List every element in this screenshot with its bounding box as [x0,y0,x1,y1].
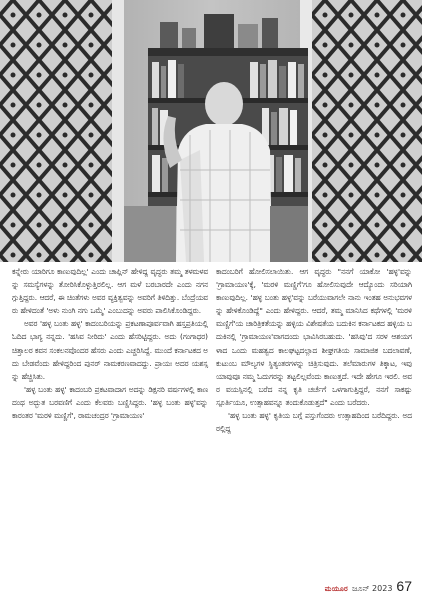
magazine-logo: ಮಯೂರ [324,585,348,593]
paragraph: ಕಾದಂಬರಿಗೆ ಹೋಲಿಸಲಾಯಿತು. ಆಗ ವೃದ್ಧರು "ನನಗೆ ಯಾಕೋ 'ಹಳ್ಳ'ವನ್ನು 'ಗ್ರಾಮಾಯಣ'ಕ್ಕೆ, 'ಮರಳಿ ಮಣ್ಣಿಗೆ'ಗೂ ಹೋಲಿಸುವುದೇ ಆದ್ಯೊಂದು ಸರಿಯಾಗಿ ಕಾಣುವುದಿಲ್ಲ. 'ಹಳ್ಳ ಬಂತು ಹಳ್ಳ'ವನ್ನು ಬರೆಯುವಾಗಲೇ ನಾನು ಇಂತಹ ಅನುಭವಗಳನ್ನು ಹೇಳಿಕೊಂಡಿದ್ದೆ" ಎಂದು ಹೇಳಿದ್ದರು. ಆದರೆ, ತಮ್ಮ ಮಾನಿಸಿದ ಕಥೆಗಳಲ್ಲಿ 'ಮರಳಿ ಮಣ್ಣಿಗೆ'ಯ ಚಾರಿತ್ರಿಕತೆಯನ್ನು ಹಳ್ಳಿಯ ವಿಶೇಷತೆಯ ಬದುಕಿನ ಕರ್ನಾಟಕದ ಹಳ್ಳಿಯ ಬದುಕಿನಲ್ಲಿ 'ಗ್ರಾಮಾಯಣ'ವಾಗದಂದು ಭಾವಿಸಿರಬಹುದು. 'ಹಸಿವು'ದ ಸರಳ ಆಶಯಗಳಾದ ಒಂದು ಮಹತ್ವದ ಕಾಲಘಟ್ಟದಲ್ಲಾದ ಶೀಘ್ರಗತಿಯ ಸಾಮಾಜಿಕ ಬದಲಾವಣೆ, ಕುಟುಂಬ ಮೌಲ್ಯಗಳ ಸ್ಥಿತ್ಯಂತರಗಳನ್ನು ಚಿತ್ರಿಸುವುದು. ತಲೆಮಾರುಗಳ ತಿಕ್ಕಾಟ, ಇವು ಯಾವುವೂ ನಮ್ಮ ಓದುಗರನ್ನು ತಟ್ಟಲಿಲ್ಲವೆಂದು ಕಾಣುತ್ತದೆ. ಇದೇ ಹೇಗೂ ಇರಲಿ. ಅವರ ವಯಸ್ಸಿನಲ್ಲಿ ಬರೆದ ನನ್ನ ಕೃತಿ ಚರ್ಚೆಗೆ ಒಳಗಾಗುತ್ತಿದ್ದರೆ, ನನಗೆ ಸಾಕಷ್ಟು ಸ್ಪೂರ್ತಿಯೂ, ಉತ್ಸಾಹವನ್ನೂ ತಂದುಕೊಡುತ್ತದೆ" ಎಂದು ಬರೆದರು. [216,267,412,407]
article-photo [0,0,422,262]
paragraph: 'ಹಳ್ಳ ಬಂತು ಹಳ್ಳ' ಕೃತಿಯ ಬಗ್ಗೆ ಪಸ್ತುಗೆಂದರು ಉತ್ಸಾಹದಿಂದ ಬರೆದಿದ್ದರು. ಅದರಲ್ಲಿದ್ದ [216,411,412,434]
page-number: 67 [396,578,412,594]
page-footer [325,578,412,594]
paragraph: ಕನ್ನೇರು ಯಾರಿಗೂ ಕಾಣುವುದಿಲ್ಲ' ಎಂದು ಚಾಪ್ಲಿನ್ ಹೇಳಿದ್ದ ವೃದ್ಧರು ತಮ್ಮ ತಳಮಳವನ್ನು ಸಮಸ್ಯೆಗಳನ್ನು ತೋರಿಸಿಕೊಳ್ಳುತ್ತಿರಲಿಲ್ಲ. ಆಗ ಮಳೆ ಬರಬಾರದೇ ಎಂದು ನಗನಗ್ಗುತ್ತಿದ್ದರು. ಆದರೆ, ಈ ಚಿಂತೆಗಳು ಅವರ ವ್ಯಕ್ತಿತ್ವವನ್ನು ಅವರಿಗೆ ತಿಳಿದಿತ್ತು. ಬೆಂದ್ರೆಯವರು ಹೇಳಿದಂತೆ 'ಅಳು ನುಂಗಿ ನಗು ಒಮ್ಮೆ' ಎಂಬುದನ್ನು ಅವರು ಪಾಲಿಸಿಕೊಂಡಿದ್ದರು. [12,267,208,316]
issue-month: ಜೂನ್ 2023 [351,584,393,593]
article-column-right [216,265,412,435]
paragraph: ಅವರ 'ಹಳ್ಳ ಬಂತು ಹಳ್ಳ' ಕಾದಂಬರಿಯನ್ನು ಪ್ರಕಟಣಾಪೂರ್ವವಾಗಿ ಹಸ್ತಪ್ರತಿಯಲ್ಲಿ ಓದಿದ ಭಾಗ್ಯ ನನ್ನದು. 'ಹಸಿವ ನೀರಿದು' ಎಂದು ಹೆಸರಿಟ್ಟಿದ್ದರು. ಅದು (ಗಂಗಾಧರ) ಚಿತ್ತಾಲರ ಕವನ ಸಂಕಲನವೊಂದರ ಹೆಸರು ಎಂದು ಎಚ್ಚರಿಸಿದ್ದೆ. ಮುಂದೆ ಕರ್ನಾಟಕದ ಅದು ಬೇಡವೆಂದು ಹೇಳಿದ್ದರಿಂದ ಪುನರ್ ನಾಮಕರಣವಾದದ್ದು. ಪ್ರಾಯಃ ಅದರ ಯಶಸ್ಸನ್ನು ಹೆಚ್ಚಿಸಿತು. [12,319,208,381]
paragraph: 'ಹಳ್ಳ ಬಂತು ಹಳ್ಳ' ಕಾದಂಬರಿ ಪ್ರಕಟವಾದಾಗ ಅದನ್ನು ಡಿಕ್ಷನರಿ ವರ್ಷಗಳಲ್ಲಿ ಕಾಣದಂಥ ಅದ್ಭುತ ಬರವಣಿಗೆ ಎಂದು ಕೆಲವರು ಬಣ್ಣಿಸಿದ್ದರು. 'ಹಳ್ಳ ಬಂತು ಹಳ್ಳ'ವನ್ನು ಕಾರಂತರ 'ಮರಳಿ ಮಣ್ಣಿಗೆ', ರಾಮಚಂದ್ರರ 'ಗ್ರಾಮಾಯಣ' [12,384,208,421]
photo-illustration [0,0,422,262]
article-column-left [12,265,208,422]
